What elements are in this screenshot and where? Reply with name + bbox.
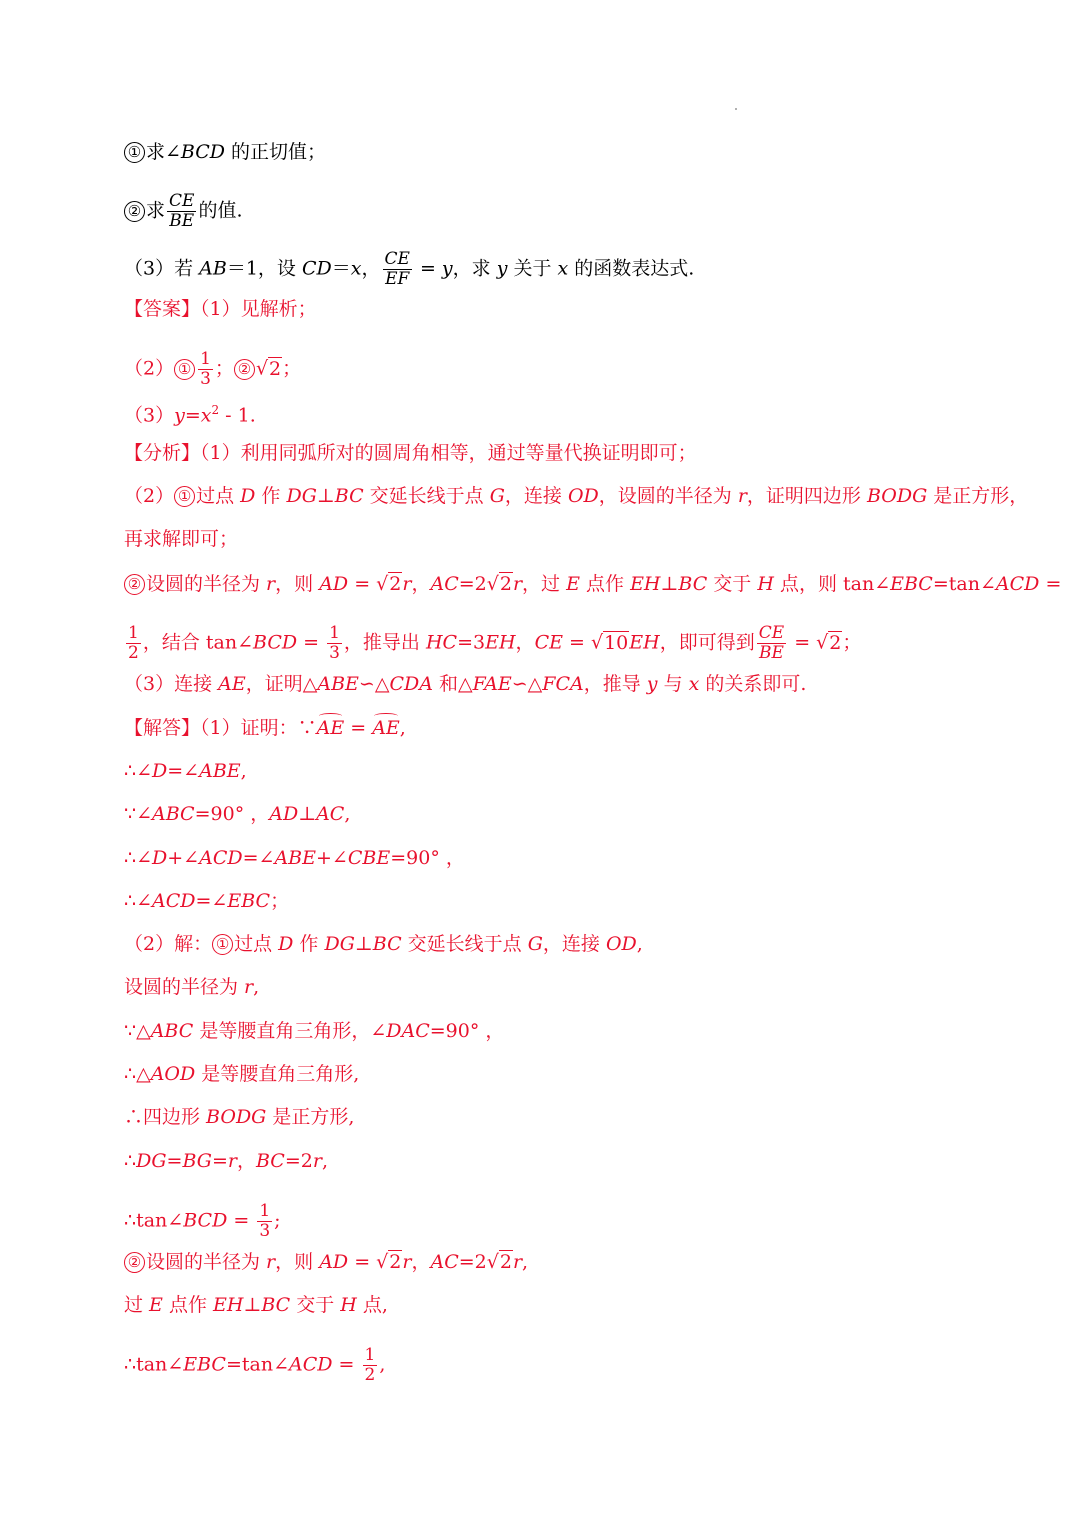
analysis-line-5: $\frac{1}{2}$ ，结合 tan∠BCD = $\frac{1}{3}$ ，推导出 HC=3EH，CE = √10EH，即可得到 $\frac{CE}{BE}$ = √2； [128,623,862,663]
circled-number: ② [124,201,145,222]
square-root: √2 [255,357,282,380]
analysis-line-2: （2） ① 过点 D 作 DG⊥BC 交延长线于点 G，连接 OD，设圆的半径为 r，证明四边形 BODG 是正方形， [124,485,1029,507]
solution-step-7: ∵△ABC 是等腰直角三角形，∠DAC=90° ， [124,1020,505,1042]
solution-step-6: 设圆的半径为 r, [124,976,260,998]
analysis-line-1: 【分析】（1）利用同弧所对的圆周角相等，通过等量代换证明即可； [124,442,697,464]
solution-step-4: ∴∠ACD=∠EBC； [124,890,290,912]
arc-notation: AE [316,717,345,739]
answer-heading: 【答案】（1）见解析； [124,298,317,320]
solution-step-2: ∵∠ABC=90° ，AD⊥AC, [124,803,351,825]
solution-step-3: ∴∠D+∠ACD=∠ABE+∠CBE=90° ， [124,847,465,869]
arc-notation: AE [372,717,400,739]
scan-speck [735,108,737,110]
solution-step-10: ∴DG=BG=r，BC=2r, [124,1150,328,1172]
solution-step-13: 过 E 点作 EH⊥BC 交于 H 点, [124,1294,388,1316]
solution-step-11: ∴tan∠BCD = $\frac{1}{3}$ ; [124,1201,281,1241]
solution-step-5: （2）解： ① 过点 D 作 DG⊥BC 交延长线于点 G，连接 OD, [124,933,643,955]
question-2-2: ② 求 $\frac{CE}{BE}$ 的值. [124,192,242,231]
analysis-line-4: ② 设圆的半径为 r，则 AD = √2r，AC=2√2r，过 E 点作 EH⊥BC 交于 H 点，则 tan∠EBC=tan∠ACD = [124,572,1061,596]
fraction: $\frac{CE}{BE}$ [169,191,195,231]
solution-step-8: ∴△AOD 是等腰直角三角形, [124,1063,360,1085]
circled-number: ① [124,142,145,163]
question-2-1: ① 求∠BCD 的正切值； [124,140,326,164]
answer-part-2: （2） ① $\frac{1}{3}$ ； ② √2； [124,349,302,389]
analysis-line-3: 再求解即可； [124,528,239,550]
solution-step-14: ∴tan∠EBC=tan∠ACD = $\frac{1}{2}$ , [124,1345,386,1385]
fraction: $\frac{1}{3}$ [200,349,211,389]
solution-heading: 【解答】（1）证明：∵AE = AE, [124,717,406,739]
solution-step-12: ② 设圆的半径为 r，则 AD = √2r，AC=2√2r, [124,1250,528,1274]
solution-step-9: ∴四边形 BODG 是正方形, [124,1106,355,1128]
solution-step-1: ∴∠D=∠ABE, [124,760,247,782]
analysis-line-6: （3）连接 AE，证明△ABE∽△CDA 和△FAE∽△FCA，推导 y 与 x 的关系即可. [124,673,807,695]
question-3: （3）若 AB＝1，设 CD＝x， $\frac{CE}{EF}$ = y，求 y 关于 x 的函数表达式. [124,249,695,289]
fraction: $\frac{CE}{EF}$ [384,249,410,289]
answer-part-3: $(3)y=x^2 - 1$. [124,403,256,427]
